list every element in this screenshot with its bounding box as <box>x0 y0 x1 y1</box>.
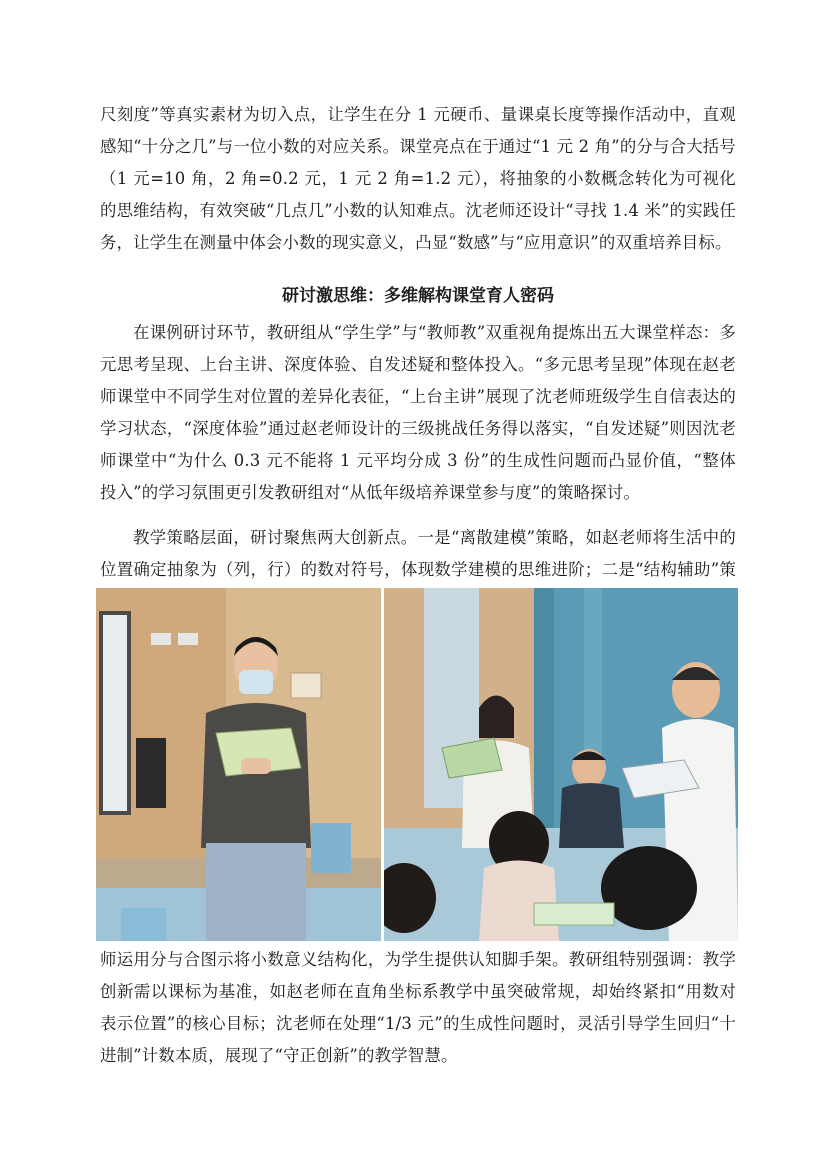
teacher-reading-photo <box>96 588 381 941</box>
paragraph-teaching-strategy: 教学策略层面，研讨聚焦两大创新点。一是“离散建模”策略，如赵老师将生活中的位置确定抽象为（列，行）的数对符号，体现数学建模的思维进阶；二是“结构辅助”策 <box>100 528 736 579</box>
section-heading: 研讨激思维：多维解构课堂育人密码 <box>282 286 554 306</box>
paragraph-strategy-continued: 师运用分与合图示将小数意义结构化，为学生提供认知脚手架。教研组特别强调：教学创新需以课标为基准，如赵老师在直角坐标系教学中虽突破常规，却始终紧扣“用数对表示位置”的核心目标；沈老师在处理“1/3 元”的生成性问题时，灵活引导学生回归“十进制”计数本质，展现了“守正创新”的教学智慧。 <box>100 950 736 1065</box>
paragraph-intro-continued: 尺刻度”等真实素材为切入点，让学生在分 1 元硬币、量课桌长度等操作活动中，直观感知“十分之几”与一位小数的对应关系。课堂亮点在于通过“1 元 2 角”的分与合大括号（1 元=10 角，2 角=0.2 元，1 元 2 角=1.2 元），将抽象的小数概念转化为可视化的思维结构，有效突破“几点几”小数的认知难点。沈老师还设计“寻找 1.4 米”的实践任务，让学生在测量中体会小数的现实意义，凸显“数感”与“应用意识”的双重培养目标。 <box>100 105 736 252</box>
paragraph-research-discussion: 在课例研讨环节，教研组从“学生学”与“教师教”双重视角提炼出五大课堂样态：多元思考呈现、上台主讲、深度体验、自发述疑和整体投入。“多元思考呈现”体现在赵老师课堂中不同学生对位置的差异化表征，“上台主讲”展现了沈老师班级学生自信表达的学习状态，“深度体验”通过赵老师设计的三级挑战任务得以落实，“自发述疑”则因沈老师课堂中“为什么 0.3 元不能将 1 元平均分成 3 份”的生成性问题而凸显价值，“整体投入”的学习氛围更引发教研组对“从低年级培养课堂参与度”的策略探讨。 <box>100 323 736 502</box>
classroom-discussion-photo <box>384 588 738 941</box>
